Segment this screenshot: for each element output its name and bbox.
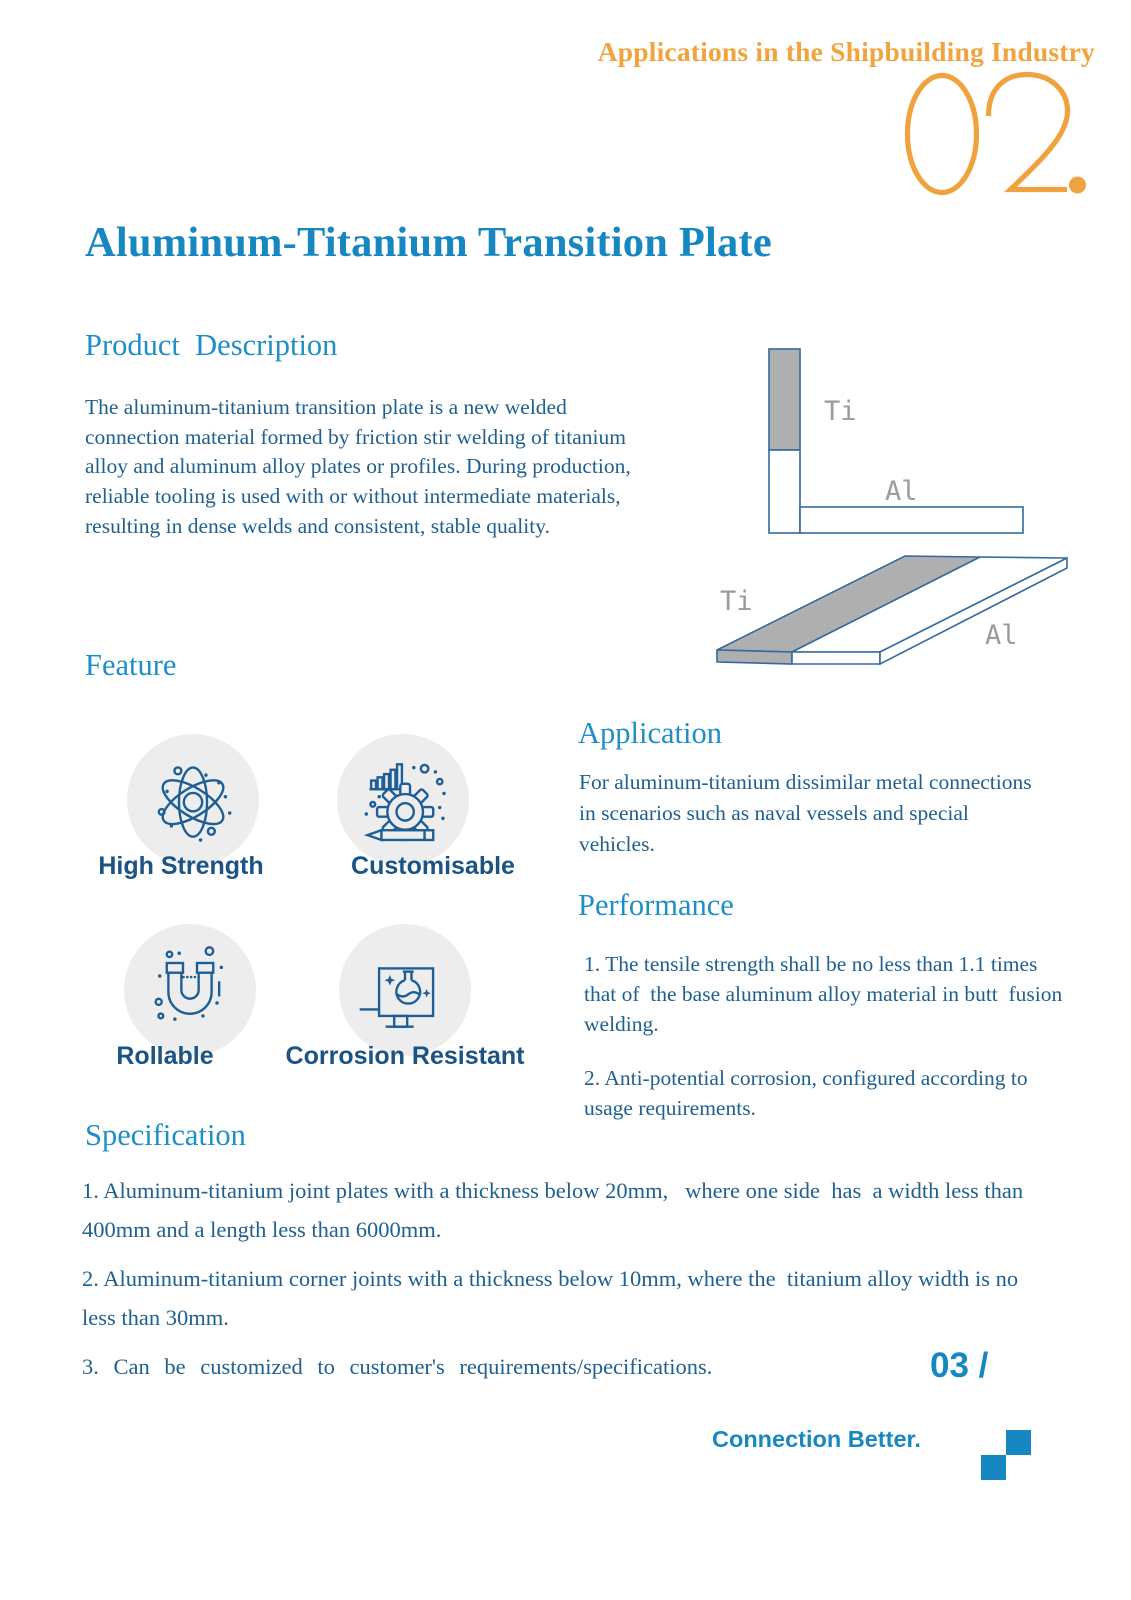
specification-item-1: 1. Aluminum-titanium joint plates with a thickness below 20mm, where one side has a width less than 400mm and a length less than 6000mm. <box>82 1178 1029 1242</box>
specification-item-2: 2. Aluminum-titanium corner joints with a thickness below 10mm, where the titanium alloy width is no less than 30mm. <box>82 1266 1024 1330</box>
gear-pencil-chart-icon <box>349 746 457 854</box>
feature-heading: Feature <box>85 648 177 682</box>
feature-rollable <box>124 924 256 1056</box>
plate-titanium-edge <box>717 650 792 664</box>
feature-label-customisable: Customisable <box>351 852 515 880</box>
feature-label-high-strength: High Strength <box>98 852 264 880</box>
brand-tagline: Connection Better. <box>712 1426 921 1452</box>
period-dot <box>1069 177 1086 194</box>
performance-heading: Performance <box>578 888 734 922</box>
feature-high-strength <box>127 734 259 866</box>
corner-titanium-plate <box>769 349 800 450</box>
feature-label-rollable: Rollable <box>116 1042 214 1070</box>
logo-square-top <box>1006 1430 1031 1455</box>
plate-ti-label: Ti <box>720 586 753 617</box>
flat-plate-diagram <box>695 540 1095 680</box>
magnet-icon <box>136 936 244 1044</box>
application-heading: Application <box>578 716 722 750</box>
corner-joint-diagram <box>740 335 1040 545</box>
digit-zero <box>908 76 977 193</box>
product-description-body: The aluminum-titanium transition plate is a new welded connection material formed by friction stir welding of titanium alloy and aluminum alloy plates or profiles. During production, reliable tooling is used with or without intermediate materials, resulting in dense welds and consistent, stable quality. <box>85 395 631 538</box>
feature-corrosion-resistant <box>339 924 471 1056</box>
big-page-number-value <box>0 0 1 1</box>
product-description-heading: Product Description <box>85 328 338 362</box>
plate-aluminum-edge <box>792 652 880 664</box>
specification-item-3: 3. Can be customized to customer's requirements/specifications. <box>82 1354 713 1379</box>
feature-customisable <box>337 734 469 866</box>
monitor-flask-icon <box>351 936 459 1044</box>
page-number: 03 / <box>930 1346 989 1385</box>
performance-item-2: 2. Anti-potential corrosion, configured according to usage requirements. <box>584 1066 1033 1121</box>
atom-icon <box>139 746 247 854</box>
big-page-number <box>900 62 1095 204</box>
corner-aluminum-vertical <box>769 450 800 533</box>
application-body: For aluminum-titanium dissimilar metal connections in scenarios such as naval vessels and special vehicles. <box>579 770 1032 857</box>
digit-two <box>989 75 1068 190</box>
specification-heading: Specification <box>85 1118 246 1152</box>
corner-al-label: Al <box>885 476 918 507</box>
corner-aluminum-horizontal <box>800 507 1023 533</box>
plate-al-label: Al <box>985 620 1018 651</box>
corner-ti-label: Ti <box>824 396 857 427</box>
logo-square-bottom <box>981 1455 1006 1480</box>
performance-item-1: 1. The tensile strength shall be no less than 1.1 times that of the base aluminum alloy material in butt fusion welding. <box>584 952 1068 1037</box>
feature-label-corrosion-resistant: Corrosion Resistant <box>285 1042 525 1070</box>
header-tag: Applications in the Shipbuilding Industry <box>597 36 1095 67</box>
page-title: Aluminum-Titanium Transition Plate <box>85 219 772 266</box>
